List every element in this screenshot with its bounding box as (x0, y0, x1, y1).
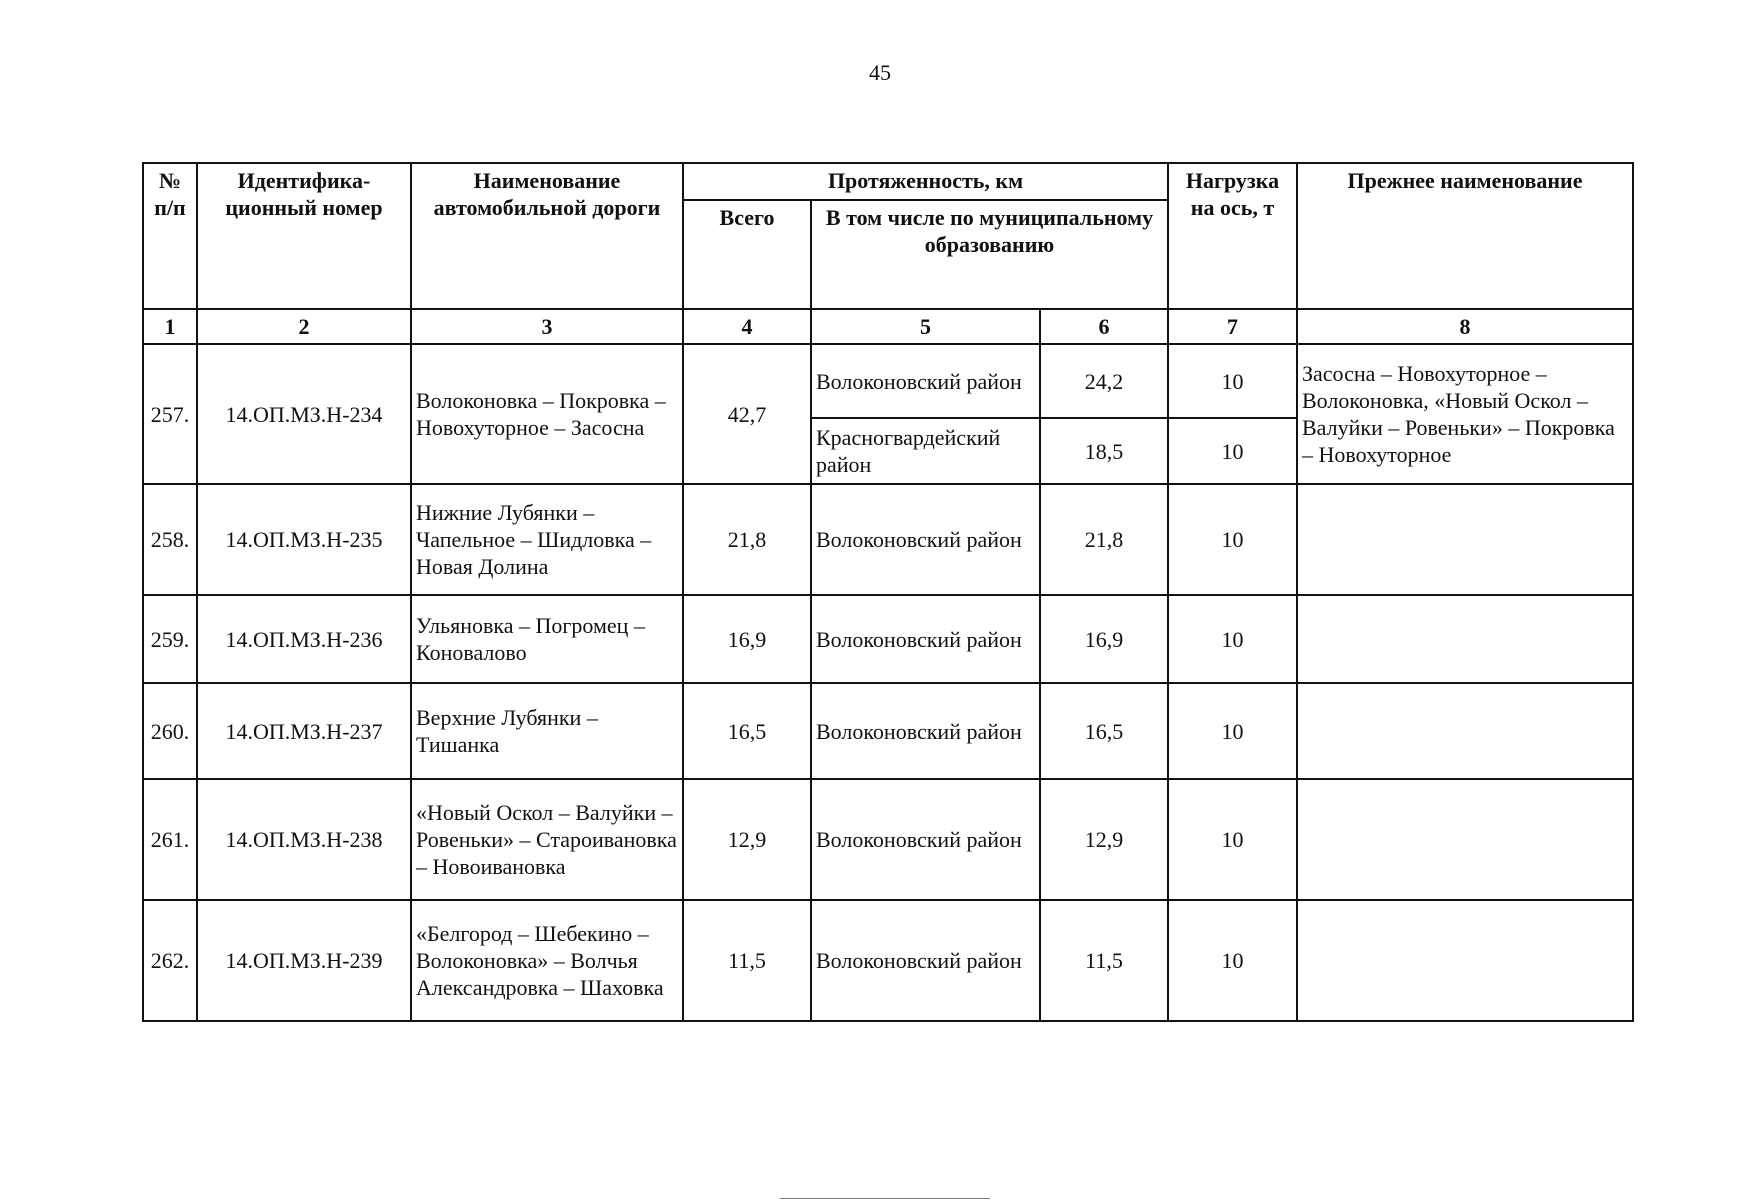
row-id: 14.ОП.МЗ.Н-234 (197, 344, 411, 484)
column-number: 3 (411, 309, 683, 344)
row-name: Верхние Лубянки – Тишанка (411, 683, 683, 779)
row-load: 10 (1168, 418, 1297, 484)
header-length: Протяженность, км (683, 163, 1168, 200)
row-load: 10 (1168, 484, 1297, 595)
page-number: 45 (869, 60, 891, 85)
table-row (143, 484, 1633, 595)
row-name: Нижние Лубянки – Чапельное – Шидловка – Новая Долина (411, 484, 683, 595)
header-load: Нагрузка на ось, т (1168, 163, 1297, 309)
row-former (1297, 484, 1633, 595)
column-number: 6 (1040, 309, 1168, 344)
row-num: 260. (143, 683, 197, 779)
table-row (143, 779, 1633, 900)
row-district: Волоконовский район (811, 779, 1040, 900)
row-former (1297, 779, 1633, 900)
column-numbers-row (143, 309, 1633, 344)
row-former (1297, 900, 1633, 1021)
row-km: 12,9 (1040, 779, 1168, 900)
row-name: «Новый Оскол – Валуйки – Ровеньки» – Староивановка – Новоивановка (411, 779, 683, 900)
roads-table (142, 162, 1634, 1022)
row-district: Волоконовский район (811, 344, 1040, 418)
table-row (143, 344, 1633, 418)
row-km: 16,5 (1040, 683, 1168, 779)
row-former (1297, 595, 1633, 683)
row-num: 257. (143, 344, 197, 484)
column-number: 1 (143, 309, 197, 344)
column-number: 4 (683, 309, 811, 344)
row-num: 259. (143, 595, 197, 683)
row-district: Волоконовский район (811, 484, 1040, 595)
row-district: Волоконовский район (811, 595, 1040, 683)
row-former (1297, 683, 1633, 779)
header-former: Прежнее наименование (1297, 163, 1633, 309)
row-district: Волоконовский район (811, 683, 1040, 779)
header-num: № п/п (143, 163, 197, 309)
row-district: Волоконовский район (811, 900, 1040, 1021)
row-num: 262. (143, 900, 197, 1021)
row-id: 14.ОП.МЗ.Н-239 (197, 900, 411, 1021)
row-total: 16,5 (683, 683, 811, 779)
header-name: Наименование автомобильной дороги (411, 163, 683, 309)
row-name: Волоконовка – Покровка – Новохуторное – Засосна (411, 344, 683, 484)
row-load: 10 (1168, 344, 1297, 418)
row-id: 14.ОП.МЗ.Н-235 (197, 484, 411, 595)
row-total: 12,9 (683, 779, 811, 900)
row-load: 10 (1168, 595, 1297, 683)
row-load: 10 (1168, 779, 1297, 900)
table-row (143, 595, 1633, 683)
row-load: 10 (1168, 900, 1297, 1021)
row-former: Засосна – Новохуторное – Волоконовка, «Новый Оскол – Валуйки – Ровеньки» – Покровка – Новохуторное (1297, 344, 1633, 484)
row-id: 14.ОП.МЗ.Н-237 (197, 683, 411, 779)
header-incl: В том числе по муниципальному образованию (811, 200, 1168, 309)
row-load: 10 (1168, 683, 1297, 779)
row-total: 11,5 (683, 900, 811, 1021)
row-km: 24,2 (1040, 344, 1168, 418)
column-number: 5 (811, 309, 1040, 344)
row-name: «Белгород – Шебекино – Волоконовка» – Волчья Александровка – Шаховка (411, 900, 683, 1021)
row-total: 42,7 (683, 344, 811, 484)
table-row (143, 900, 1633, 1021)
header-id: Идентифика-ционный номер (197, 163, 411, 309)
column-number: 8 (1297, 309, 1633, 344)
row-num: 261. (143, 779, 197, 900)
header-row (143, 163, 1633, 200)
row-num: 258. (143, 484, 197, 595)
header-total: Всего (683, 200, 811, 309)
row-district: Красногвардейский район (811, 418, 1040, 484)
row-km: 11,5 (1040, 900, 1168, 1021)
row-name: Ульяновка – Погромец – Коновалово (411, 595, 683, 683)
row-id: 14.ОП.МЗ.Н-236 (197, 595, 411, 683)
column-number: 7 (1168, 309, 1297, 344)
column-number: 2 (197, 309, 411, 344)
row-km: 21,8 (1040, 484, 1168, 595)
table-row (143, 683, 1633, 779)
row-id: 14.ОП.МЗ.Н-238 (197, 779, 411, 900)
row-total: 16,9 (683, 595, 811, 683)
row-km: 16,9 (1040, 595, 1168, 683)
row-km: 18,5 (1040, 418, 1168, 484)
row-total: 21,8 (683, 484, 811, 595)
bottom-rule (780, 1198, 990, 1199)
